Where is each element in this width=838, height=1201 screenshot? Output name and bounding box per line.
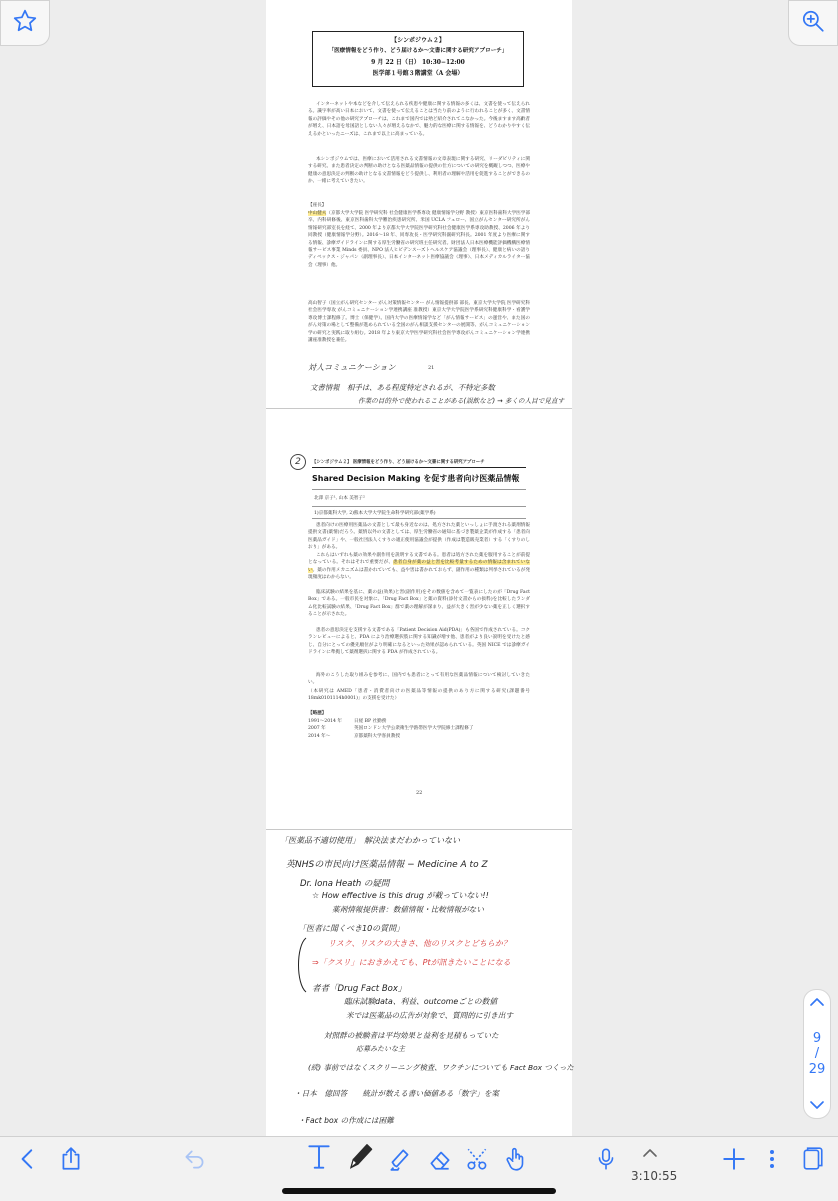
note-line-8: ⇒「クスリ」におきかえても、Ptが訊きたいことになる xyxy=(312,958,511,967)
chevron-up-icon xyxy=(638,1140,662,1166)
highlighter-icon xyxy=(387,1146,413,1172)
note-line-1: 「医薬品不適切使用」 解決法まだわかっていない xyxy=(280,836,460,845)
note-line-14: (続) 事前ではなくスクリーニング検査、ワクチンについても Fact Box つくった xyxy=(308,1063,574,1072)
note-line-7: リスク、リスクの大きさ、他のリスクとどちらか？ xyxy=(328,939,511,948)
undo-icon xyxy=(182,1146,208,1172)
undo-button[interactable] xyxy=(180,1145,210,1173)
article-title: Shared Decision Making を促す患者向け医薬品情報 xyxy=(312,474,520,483)
speaker-1-bio xyxy=(308,210,530,269)
cv-list xyxy=(308,718,530,740)
text-tool-button[interactable] xyxy=(304,1143,334,1171)
bracket-mark xyxy=(294,936,308,994)
cv-text: 日経 BP 社勤務 xyxy=(354,719,387,724)
microphone-icon xyxy=(593,1146,619,1172)
abstract-paragraph-1: インターネットや本などを介して伝えられる疾患や健康に関する情報の多くは、文書を使って伝えられる。識字率が高い日本において、文書を使って伝えることは当たり前のように行われることが多く、文書情報の評価やその他の研究アプローチは、これまで国内では殆ど紹介されてこなかった。今後ますます高齢者が増え、日本語を母国語としない人々が増えるなかで、魅力的な医療に関する情報を、どうわかりやすく伝えるかといったニーズは、これまで以上に高まっている。 xyxy=(308,102,530,137)
pen-tool-button[interactable] xyxy=(342,1141,376,1169)
home-indicator xyxy=(282,1188,556,1194)
cv-text: 京都薬科大学客員教授 xyxy=(354,733,400,739)
body-2-pre: これらはいずれも薬の効果や副作用を説明する文書である。患者は処方された薬を服用することが前提となっている。それはそれで重要だが、 xyxy=(308,553,530,566)
share-button[interactable] xyxy=(56,1145,86,1173)
plus-icon xyxy=(721,1146,747,1172)
body-paragraph-1: 患者向けの医療用医薬品の文書として最も身近なのは、処方された薬といっしょに手渡される薬剤情報提供文書(薬情)だろう。薬情以外の文書としては、厚生労働省の通知に基づき製薬企業が作成する「患者向医薬品ガイド」や、一般社団法人くすりの適正使用協議会が提供（作成は製造販売業者）する「くすりのしおり」がある。 xyxy=(308,523,530,551)
pen-icon xyxy=(344,1139,374,1171)
note-line-5: 薬剤情報提供書：数値情報・比較情報がない xyxy=(332,905,484,914)
pages-overview-button[interactable] xyxy=(798,1145,826,1173)
body-paragraph-2 xyxy=(308,552,530,582)
body-2-post: 。薬の作用メカニズムは書かれていても、益や害は書かれておらず、副作用の種類は列挙されているが発現頻度はわからない。 xyxy=(308,567,530,581)
next-page-button[interactable] xyxy=(804,1097,830,1116)
bookmark-button[interactable] xyxy=(0,0,50,46)
eraser-icon xyxy=(427,1146,453,1172)
finger-tool-button[interactable] xyxy=(500,1145,532,1173)
note-line-6: 「医者に聞くべき10の質問」 xyxy=(298,924,405,933)
cv-year: 1991〜2014 年 xyxy=(308,719,343,724)
note-line-3: Dr. Iona Heath の疑問 xyxy=(300,879,390,889)
cv-year: 2014 年〜 xyxy=(308,733,331,739)
body-paragraph-5: 海外のこうした取り組みを参考に、国内でも患者にとって有用な医薬品情報について検討していきたい。 xyxy=(308,673,530,686)
more-icon xyxy=(768,1146,776,1172)
page-scroller[interactable] xyxy=(803,989,831,1119)
handwritten-notes-page[interactable] xyxy=(266,830,572,1136)
note-line-10: 臨床試験data、利益、outcomeごとの数値 xyxy=(344,997,498,1006)
text-tool-icon xyxy=(306,1142,332,1172)
cv-row xyxy=(308,733,530,740)
handwritten-note-p1-a: 対人コミュニケーション xyxy=(308,363,396,372)
chevron-up-icon xyxy=(804,994,830,1010)
box-line-3: 9 月 22 日（日） 10:30−12:00 xyxy=(371,59,465,66)
title-rule xyxy=(312,489,526,490)
speakers-heading: 【座長】 xyxy=(308,203,327,208)
pdf-page-22[interactable] xyxy=(266,409,572,829)
handwritten-note-p1-b: 文書情報 相手は、ある程度特定されるが、不特定多数 xyxy=(310,383,495,392)
finger-icon xyxy=(503,1146,529,1172)
body-paragraph-3: 臨床試験の結果を基に、薬の益(効果)と害(副作用)をその数値を含めて一覧表にしたのが「Drug Fact Box」である。一般市民を対象に、「Drug Fact Box」と薬の資料(添付文書からの抜粋)を比較したランダム化比較試験の結果、「Drug Fact Box」群で薬の理解が深まり、益が大きく害が少ない薬を正しく選択することが示された。 xyxy=(308,590,530,618)
pages-icon xyxy=(799,1146,825,1172)
authors: 北澤 京子¹, 山本 美智子² xyxy=(314,496,365,501)
chevron-left-icon xyxy=(15,1146,41,1172)
box-line-1: 【シンポジウム２】 xyxy=(391,37,445,44)
back-button[interactable] xyxy=(14,1145,42,1173)
microphone-button[interactable] xyxy=(592,1145,620,1173)
cv-row xyxy=(308,718,530,725)
number-circle: 2 xyxy=(290,454,306,470)
affiliation-rule xyxy=(312,518,526,519)
zoom-in-button[interactable] xyxy=(788,0,838,46)
cv-year: 2007 年 xyxy=(308,726,326,732)
note-line-13: 応募みたいな主 xyxy=(356,1045,405,1053)
handwritten-note-p1-c: 作業の目的外で使われることがある(誤飲など) → 多くの人目で見直す xyxy=(358,397,565,405)
highlighter-tool-button[interactable] xyxy=(384,1145,416,1173)
box-line-2: 「医療情報をどう作り、どう届けるか～文書に関する研究アプローチ」 xyxy=(328,48,508,54)
note-line-15: ・日本 億回答 統計が数える書い価値ある「数字」を案 xyxy=(294,1089,500,1098)
funding-note: （本研究は AMED「患者・消費者向けの医薬品等情報の提供のあり方に関する研究(課題番号 18mk0101114h0001)」の支援を受けた） xyxy=(308,689,530,702)
speaker-1-text: （京都大学大学院 医学研究科 社会健康医学系専攻 健康情報学分野 教授）東京医科歯科大学医学部卒、内科研修後、東京医科歯科大学難治疾患研究所、米国 UCLA フェロー、国立がんセンター研究所がん情報研究部室長を経て、2000 年より京都大学大学院医学研究科社会健康医学系専攻助教授、2006 年より同教授（健康情報学分野）。2016〜18 年、同専攻長・医学研究科副研究科長。2001 年度より医療に関する情報、診療ガイドラインに関する厚生労働省の研究班主任研究者。財団法人日本医療機能評価機構医療情報サービス事業 Minds 委員、NPO 法人ヒビデンスーズトヘルスケア協議会（理事長）、健康と病いの語りディペックス・ジャパン（副理事長）、日本インターネット医療協議会（理事）、日本メディカルライター協会（理事）他。 xyxy=(308,211,530,268)
lasso-scissors-icon xyxy=(465,1146,491,1172)
more-options-button[interactable] xyxy=(764,1145,780,1173)
share-icon xyxy=(58,1146,84,1172)
note-line-11: 米では医薬品の広告が対象で、質問的に引き出す xyxy=(346,1011,513,1020)
current-page-number: 9 xyxy=(812,1031,822,1046)
highlighted-text: 患者自身が薬の益と害を比較考量するための情報は含まれていない xyxy=(308,560,530,573)
lasso-tool-button[interactable] xyxy=(462,1145,494,1173)
total-page-count: 29 xyxy=(808,1062,826,1077)
note-line-4: ☆ How effective is this drug が載っていない!! xyxy=(312,891,489,900)
add-page-button[interactable] xyxy=(720,1145,748,1173)
cv-text: 英国ロンドン大学公衆衛生学熱帯医学大学院修士課程修了 xyxy=(354,726,474,732)
page-number-22: 22 xyxy=(416,790,423,796)
authors-rule xyxy=(312,506,526,507)
affiliation: 1)京都薬科大学, 2)熊本大学大学院生命科学研究部(薬学系) xyxy=(314,511,436,516)
box-line-4: 医学部１号館３階講堂（A 会場） xyxy=(372,70,464,77)
previous-page-button[interactable] xyxy=(804,994,830,1013)
note-line-12: 対照群の被験者は平均効果と益利を見積もっていた xyxy=(324,1031,499,1040)
note-line-16: ・Fact box の作成には困難 xyxy=(298,1116,394,1125)
speaker-1-name: 中山健夫 xyxy=(308,211,327,216)
speaker-2-bio: 高山智子（国立がん研究センター がん対策情報センター がん情報提供部 部長、東京大学大学院 医学研究科 社会医学専攻 がんコミュニケーション学連携講座 准教授）東京大学大学院医学系研究科健康科学・看護学専攻博士課程修了。博士（保健学）。国内大学の医療情報学など「がん情報サービス」の運営や、また国のがん対策の場として整備が進められている全国のがん相談支援センターの展開等、がんコミュニケーション学の研究と実践に取り組む。2018 年より東京大学医学研究科社会医学専攻がんコミュニケーション学連携講座准教授を兼任。 xyxy=(308,301,530,344)
pdf-page-21[interactable] xyxy=(266,0,572,408)
cv-row xyxy=(308,725,530,732)
cv-heading: 【略歴】 xyxy=(308,711,327,716)
zoom-in-icon xyxy=(800,8,826,38)
note-line-2: 英NHSの市民向け医薬品情報 − Medicine A to Z xyxy=(286,860,488,870)
eraser-tool-button[interactable] xyxy=(424,1145,456,1173)
expand-recording-button[interactable] xyxy=(638,1141,662,1165)
star-icon xyxy=(12,8,38,38)
recording-timer: 3:10:55 xyxy=(631,1169,678,1183)
page-separator-slash: / xyxy=(814,1046,820,1061)
symposium-info-box xyxy=(312,31,524,87)
chevron-down-icon xyxy=(804,1097,830,1113)
page-header: 【シンポジウム２】 医療情報をどう作り、どう届けるか～文書に関する研究アプローチ xyxy=(312,459,526,468)
body-paragraph-4: 患者の意思決定を支援する文書である「Patient Decision Aid(PDA)」も各国で作成されている。コクランレビューによると、PDA により治療選択肢に関する知識が増す他、患者がより良い説明を受けたと感じ、自分にとっての優先順位がより明確になるといった効果が認められている。英国 NICE では診療ガイドラインに準拠して薬剤選択に関する PDA が作成されている。 xyxy=(308,628,530,656)
note-line-9: 者者「Drug Fact Box」 xyxy=(312,984,407,994)
abstract-paragraph-2: 本シンポジウムでは、医療において活用される文書情報の文章表現に関する研究、リーダビリティに関する研究、また患者決定の判断の助けとなる医薬品情報の提供の仕方についての研究を概観しつつ、医療や健康の意思決定の判断の助けとなる文書情報をどう提供し、利用者の理解や活用を促進することができるのか、一緒に考えていきたい。 xyxy=(308,157,530,185)
page-number-21: 21 xyxy=(428,365,435,371)
